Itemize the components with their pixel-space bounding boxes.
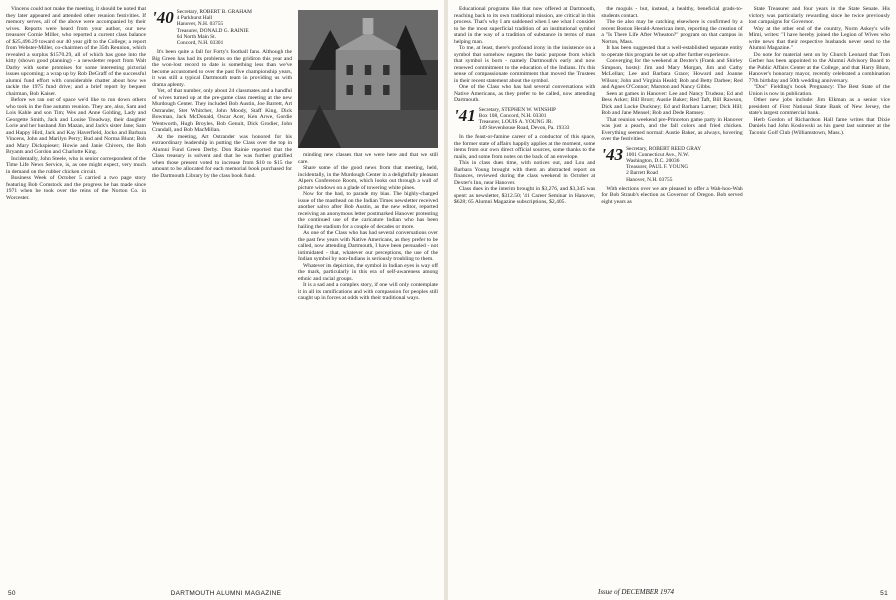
paragraph: Way at the other end of the country, Norm Askey's wife Mimi, writes: "I have hereby joined the Legion of Wives who write news that their respective husbands never send to the Alumni Magazine." bbox=[748, 25, 890, 51]
paragraph: Do note for material sent on by Church Leonard that Tom Gerber has been appointed to the Alumni Advisory Board to the Public Affairs Center at the College, and that Harry Blum, Hanover's honorary mayor, recently celebrated a combination 77th birthday and 50th wedding anniversary. bbox=[748, 51, 890, 84]
paragraph: Class dues in the interim brought in $3,276, and $3,345 was spent: as newsletter, $312.50; '41 Career Seminar in Hanover, $628; 65 Alumni Magazine subscriptions, $2,405. bbox=[454, 186, 596, 206]
paragraph: Share some of the good news from that meeting, held, incidentally, in the Murdough Center in a delightfully pleasant Alpers Conference Room, which looks out through a wall of picture windows on a glade of towering white pines. bbox=[298, 165, 438, 191]
treasurer-line: Treasurer, DONALD G. RAINIE bbox=[176, 27, 249, 34]
secretary-line: Secretary, STEPHEN W. WINSHIP bbox=[478, 106, 556, 113]
campus-building-photo bbox=[298, 10, 438, 148]
paragraph: To me, at least, there's profound irony in the insistence on a symbol that somehow negates the basic purpose from which that symbol is born - namely Dartmouth's early and now renewed commitment to the education of the Indians. It's this sense of compassionate commitment that moved the Trustees in their recent statement about the symbol. bbox=[454, 45, 596, 84]
class-year: '40 bbox=[152, 8, 174, 27]
paragraph: Yet, of that number, only about 24 classmates and a handful of wives turned up at the pre-game class meeting at the new Murdough Center. They included Bob Austin, Joe Barrett, Art Ostrander, Stet Whitcher, John Moody, Staff King, Dick Bowman, Jack McDonald, Oscar Acer, Ken Arwe, Gordie Wentworth, Hugh Broyles, Bob Genuit, Dick Grodier, John Crandall, and Bob MacMillan. bbox=[152, 88, 292, 134]
paragraph: One of the Class who has had several conversations with Native Americans, as they prefer to be called, now attending Dartmouth. bbox=[454, 84, 596, 103]
magazine-title: DARTMOUTH ALUMNI MAGAZINE bbox=[170, 590, 282, 597]
class-40-notes bbox=[152, 49, 292, 179]
class-year: '41 bbox=[454, 105, 476, 125]
secretary-line: Secretary, ROBERT B. GRAHAM bbox=[176, 9, 252, 15]
paragraph: Other new jobs include: Jim Elkman as a senior vice president of First National State Bank of New Jersey, the state's largest commercial bank. bbox=[748, 97, 890, 116]
paragraph: The tie also may be catching elsewhere is confirmed by a recent Boston Herald-American item, reporting the creation of a "Is There Life After Wheaton?" program on that campus in Norton, Mass. bbox=[601, 19, 743, 45]
class-41-header: '41 Secretary, STEPHEN W. WINSHIP Box 108, Concord, N.H. 03301 Treasurer, LOUIS A. YOUNG JR. 149 Stevenhouse Road, Devon, Pa. 19333 bbox=[454, 105, 570, 132]
class-year: '43 bbox=[601, 144, 624, 164]
paragraph: This in class dues time, with notices out, and Lou and Barbara Young brought with them an abstracted report on finances, reviewed during the class weekend in October at Dexter's Inn, near Hanover. bbox=[454, 160, 596, 186]
paragraph: That reunion weekend pre-Princeton game party in Hanover was just a peach, and the fall colors and fried chicken. Everything seemed normal: Austie Baker, as always, hovering over the festivities. bbox=[601, 116, 743, 142]
paragraph: "Doc" Fielding's book Pregnancy: The Best State of the Union is now in publication. bbox=[748, 84, 890, 97]
paragraph: In the feast-or-famine career of a conductor of this space, the former state of affairs happily applies at the moment, some items from our own direct official sources, some thanks to the mails, and some from notes on the back of an envelope. bbox=[454, 134, 596, 160]
paragraph: As one of the Class who has had several conversations over the past few years with Native Americans, as they prefer to be called, now attending Dartmouth, I have been persuaded - not intimidated - that, whatever our perceptions, the use of the Indian symbol by non-Indians is seriously troubling to them. bbox=[298, 230, 438, 262]
paragraph: Educational programs like that now offered at Dartmouth, reaching back to its own traditional mission, are critical in this process. That's why I am saddened when I see what I consider to be the most superficial tradition of an institutional symbol stand in the way of a tradition of substance in terms of man helping man. bbox=[454, 6, 596, 45]
paragraph: It's been quite a fall for Forty's football fans. Although the Big Green has had its problems on the gridiron this year and the won-lost record to date is something less than we've become accustomed to over the past five championship years, it was still a typical Dartmouth team in providing us with drama aplenty. bbox=[152, 49, 292, 88]
class-40-header: '40 Secretary, ROBERT B. GRAHAM 4 Parkhurst Hall Hanover, N.H. 03755 Treasurer, DONALD G. RAINIE 64 North Main St. Concord, N.H. 03301 bbox=[152, 8, 252, 47]
paragraph: With elections over we are pleased to offer a Wah-hoo-Wah for Bob Straub's election as Governor of Oregon. Bob served eight years as bbox=[601, 185, 743, 205]
left-column-2 bbox=[152, 6, 292, 582]
paragraph: the moguls - but, instead, a healthy, beneficial grads-to-students contact. bbox=[601, 6, 743, 19]
right-footer bbox=[456, 590, 888, 597]
class-43-notes bbox=[601, 186, 742, 206]
right-column-2 bbox=[601, 6, 742, 582]
paragraph: It is a sad and a complex story, if one will only contemplate it in all its ramifications and with compassion for peoples still caught up in forces at odds with their traditional ways. bbox=[298, 282, 438, 301]
left-footer bbox=[8, 590, 436, 597]
paragraph: Seen at games in Hanover: Lee and Nancy Trudeau; Ed and Bess Acker; Bill Brorr; Austie Baker; Red Taft, Bill Rawson, Dick and Locke Duckney; Ed and Barbara Larner; Dick Hill; Bob and Jane Mensel; Bob and Dede Ramsey. bbox=[601, 90, 743, 116]
treasurer-line: Treasurer, PAUL F. YOUNG bbox=[626, 164, 689, 171]
treasurer-line: Treasurer, LOUIS A. YOUNG JR. bbox=[478, 118, 553, 125]
paragraph: Before we ran out of space we'd like to run down others who took in the fine autumn reunion. They are, also, Sam and Lois Kahle and son Tim; Wes and Anne Golding, Lady and Georgette Smith, Jack and Louise Treadway, their daughter Lorie and her husband Jim Mazan, and Jack's sister Jane; Sam and Happy Hird, Jack and Kay Haverfield, Jocko and Barbara Vincens, John and Marilyn Perry; Bud and Norma Blunt; Bob and Mary Dickspieser; Howie and Janie Chivers, the Bob Bryants and Gordon and Charlotte King. bbox=[6, 97, 146, 155]
paragraph: minding new classes that we were here and that we still care. bbox=[298, 152, 438, 165]
paragraph: It has been suggested that a well-established separate entity to operate this program be set up after further experience. bbox=[601, 45, 743, 58]
paragraph: Vincens could not make the meeting, it should be noted that they later appeared and attended other reunion festivities. If memory serves, all of the above were accompanied by their wives. Reports were heard from your author, our new treasurer Cornie Miller, who reported a current class balance of $25,496.29 toward our 40 year gift to the College; a report from Webster-Miller, co-chairmen of the 35th Reunion, which revealed a surplus $1570.29, all of which has gone into the kitty (shown good planning) - a newsletter report from Walt Darby with some promises for some interesting pictorial issues upcoming; a wrap up by Rob DeGraff of the successful alumni fund effort with considerable chatter about how we tackle the 1975 fund drive; and a brief report by bequest chairman, Bob Kaiser. bbox=[6, 6, 146, 97]
secretary-line: Secretary, ROBERT REED GRAY bbox=[626, 145, 702, 152]
right-column-1 bbox=[454, 6, 595, 582]
left-column-1 bbox=[6, 6, 146, 582]
paragraph: Herb Gordon of Richardson Hall fame writes that Dixie Daniels had John Koslowski as his guest last summer at the Taconic Golf Club (Williamstown, Mass.). bbox=[748, 116, 890, 136]
paragraph: Incidentally, John Steele, who is senior correspondent of the Time Life News Service, is, as one might expect, very much in demand on the rubber chicken circuit. bbox=[6, 155, 146, 175]
page-number-left: 50 bbox=[8, 590, 16, 597]
paragraph: At the meeting, Art Ostrander was honored for his extraordinary leadership in putting the Class over the top in Alumni Fund Green Derby. Don Rainie reported that the Class treasury is solvent and that he was further gratified when those present voted to increase from $10 to $15 the amount to be allocated for each memorial book purchased for the Dartmouth Library by the class book fund. bbox=[152, 133, 292, 179]
class-43-header: '43 Secretary, ROBERT REED GRAY 1001 Connecticut Ave., N.W. Washington, D.C. 20036 Treasurer, PAUL F. YOUNG 2 Barrett Road Hanover, N.H. 03755 bbox=[601, 144, 702, 183]
page-number-right: 51 bbox=[880, 590, 888, 597]
left-page bbox=[0, 0, 445, 600]
paragraph: Converging for the weekend at Dexter's (Frank and Shirley Simpson, hosts): Jim and Mary Morgan, Jim and Cathy McLellan; Lee and Barbara Grace; Howard and Joanne Wilson; John and Virginia Heald; Bob and Betty Darbee; Red and Agnes O'Connor; Marston and Nancy Gibbs. bbox=[601, 58, 743, 90]
class-41-notes bbox=[454, 134, 595, 206]
paragraph: Business Week of October 5 carried a two page story featuring Bob Comstock and the progress he has made since 1971 when he took over the reins of the Norton Co. in Worcester. bbox=[6, 175, 146, 201]
paragraph: Whatever its depiction, the symbol in Indian eyes is way off the mark, particularly in this era of self-awareness among ethnic and racial groups. bbox=[298, 262, 438, 282]
right-column-3 bbox=[749, 6, 890, 582]
issue-date: Issue of DECEMBER 1974 bbox=[598, 588, 675, 596]
left-column-3 bbox=[298, 6, 438, 582]
paragraph: Now for the bad, to parade my bias. The highly-charged issue of the masthead on the Indian Times newsletter received another salvo after Bob Austin, as the new editor, reported receiving an anonymous letter postmarked Hanover protesting the continued use of the caricature Indian who has been hailing the stadium for a couple of decades or more. bbox=[298, 191, 438, 230]
left-column-3-text bbox=[298, 152, 438, 302]
paragraph: State Treasurer and four years in the State Senate. His victory was particularly rewarding since he twice previously lost campaigns for Governor. bbox=[748, 6, 890, 25]
right-page bbox=[448, 0, 896, 600]
